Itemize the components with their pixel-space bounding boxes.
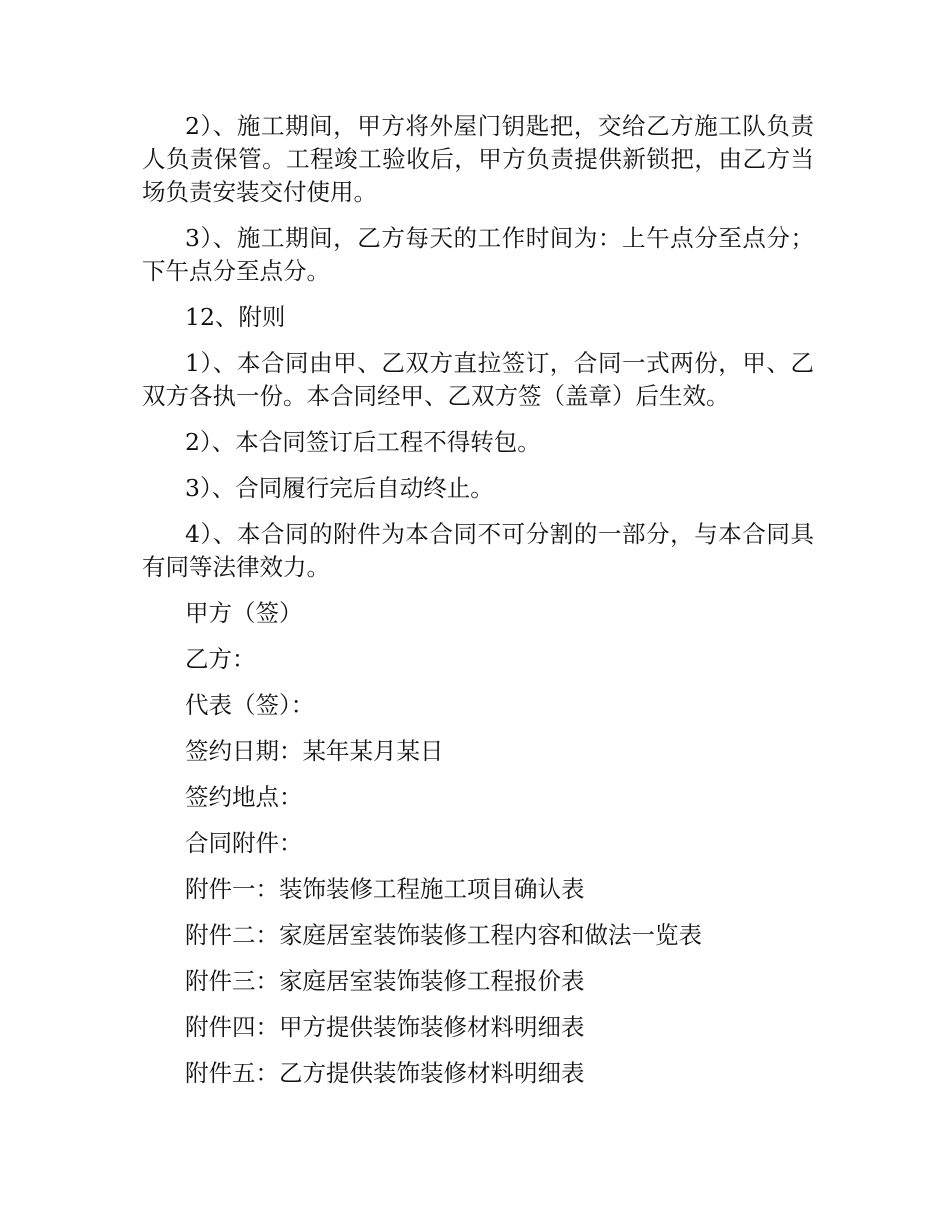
attachment-item: 附件一：装饰装修工程施工项目确认表 (185, 875, 585, 903)
section-heading-supplementary: 12、附则 (185, 303, 286, 331)
attachment-item: 附件二：家庭居室装饰装修工程内容和做法一览表 (185, 921, 702, 949)
attachment-item: 附件三：家庭居室装饰装修工程报价表 (185, 967, 585, 995)
paragraph-no-subcontract: 2）、本合同签订后工程不得转包。 (185, 428, 541, 456)
signature-party-a: 甲方（签） (185, 599, 303, 627)
signature-date: 签约日期：某年某月某日 (185, 737, 444, 765)
paragraph-auto-termination: 3）、合同履行完后自动终止。 (185, 474, 494, 502)
document-body (142, 110, 814, 1103)
paragraph-attachments-validity: 4）、本合同的附件为本合同不可分割的一部分，与本合同具有同等法律效力。 (142, 520, 814, 581)
signature-party-b: 乙方： (185, 645, 256, 673)
paragraph-contract-signing: 1）、本合同由甲、乙双方直拉签订，合同一式两份，甲、乙双方各执一份。本合同经甲、乙双方签（盖章）后生效。 (142, 349, 814, 410)
signature-place: 签约地点： (185, 783, 303, 811)
paragraph-key-handover: 2）、施工期间，甲方将外屋门钥匙把，交给乙方施工队负责人负责保管。工程竣工验收后，甲方负责提供新锁把，由乙方当场负责安装交付使用。 (142, 112, 814, 206)
attachments-heading: 合同附件： (185, 829, 303, 857)
signature-representative: 代表（签）： (185, 691, 315, 719)
paragraph-working-hours: 3）、施工期间，乙方每天的工作时间为：上午点分至点分；下午点分至点分。 (142, 224, 814, 285)
attachment-item: 附件四：甲方提供装饰装修材料明细表 (185, 1013, 585, 1041)
attachment-item: 附件五：乙方提供装饰装修材料明细表 (185, 1059, 585, 1087)
